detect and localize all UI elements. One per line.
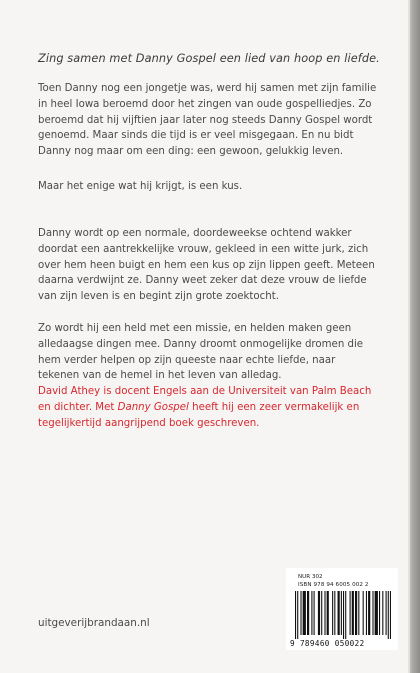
barcode-bar [318, 591, 320, 635]
barcode-bar [341, 591, 342, 635]
barcode-bar [303, 591, 306, 635]
blurb-paragraph-4: Zo wordt hij een held met een missie, en helden maken geen alledaagse dingen mee. Danny droomt onmogelijke dromen die hem verder helpen op zijn queeste naar echte liefde, naar tekenen van de hemel in het leven van alledag. [38, 323, 364, 382]
barcode-bar [343, 591, 344, 639]
barcode-bar [366, 591, 367, 635]
nur-code: NUR 302 [298, 574, 323, 580]
barcode-bar [352, 591, 354, 635]
barcode-bar [386, 591, 387, 635]
barcode-bar [345, 591, 346, 639]
barcode-bar [311, 591, 312, 635]
blurb-paragraph-1: Toen Danny nog een jongetje was, werd hij samen met zijn familie in heel Iowa beroemd door het zingen van oude gospelliedjes. Zo beroemd dat hij vijftien jaar later nog steeds Danny Gospel wordt genoemd. Maar sinds die tijd is er veel misgegaan. En nu bidt Danny nog maar om een ding: een gewoon, gelukkig leven. [38, 83, 377, 158]
barcode-bar [321, 591, 322, 635]
barcode-bar [327, 591, 329, 635]
author-note-text-1: David Athey is docent Engels aan de Universiteit van Palm Beach en dichter. Met [38, 386, 372, 413]
barcode-bar [363, 591, 364, 635]
publisher-url[interactable]: uitgeverijbrandaan.nl [38, 617, 150, 629]
barcode-digits: 9 789460 050022 [290, 639, 365, 648]
barcode-bar [338, 591, 340, 635]
blurb-paragraph-3: Danny wordt op een normale, doordeweekse ochtend wakker doordat een aantrekkelijke vrouw, gekleed in een witte jurk, zich over hem heen buigt en hem een kus op zijn lippen geeft. Meteen daarna verdwijnt ze. Danny weet zeker dat deze vrouw de liefde van zijn leven is en begint zijn grote zoektocht. [38, 228, 375, 303]
barcode-bar [382, 591, 383, 635]
barcode-bar [372, 591, 373, 635]
barcode-bar [358, 591, 359, 635]
barcode-bar [314, 591, 315, 635]
barcode-bar [297, 591, 298, 639]
barcode-bar [368, 591, 370, 635]
author-note-book-title: Danny Gospel [117, 401, 189, 413]
barcode-bar [379, 591, 380, 635]
barcode-bar [350, 591, 351, 635]
barcode-bar [334, 591, 335, 635]
barcode-bar [332, 591, 333, 635]
barcode-bar [324, 591, 325, 635]
barcode-bar [300, 591, 301, 635]
author-note-text-2: heeft hij een zeer vermakelijk en tegelijkertijd aangrijpend boek geschreven. [38, 401, 360, 429]
barcode-bar [295, 591, 296, 639]
barcode-bar [307, 591, 309, 635]
barcode-bar [375, 591, 378, 635]
page-edge [408, 0, 420, 673]
isbn-number: ISBN 978 94 6005 002 2 [298, 582, 369, 588]
author-note [38, 384, 378, 431]
barcode-icon [295, 591, 391, 639]
barcode-bar [390, 591, 391, 639]
blurb-paragraph-2: Maar het enige wat hij krijgt, is een kus. [38, 181, 243, 192]
barcode-bar [355, 591, 357, 635]
barcode-label [286, 568, 398, 650]
tagline: Zing samen met Danny Gospel een lied van hoop en liefde. [38, 52, 380, 65]
barcode-bar [388, 591, 389, 639]
